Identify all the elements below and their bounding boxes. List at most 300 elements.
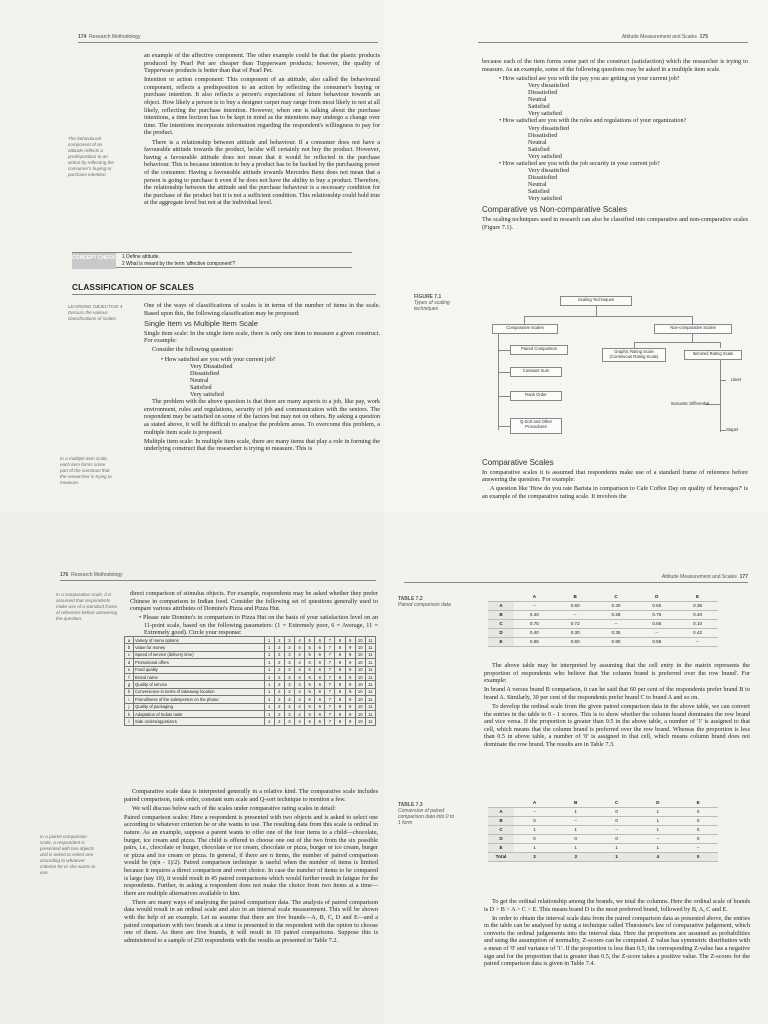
scale-point[interactable]: 8 [335, 696, 345, 703]
paragraph: In brand A versus brand B comparison, it can be said that 60 per cent of the respondents prefer brand B to brand A. Similarly, 30 per cent of the respondents prefer brand C to brand A and so on. [484, 686, 750, 701]
row-letter: a [125, 637, 134, 644]
scale-point[interactable]: 7 [325, 659, 335, 666]
row-letter: h [125, 688, 134, 695]
scale-point[interactable]: 10 [355, 718, 365, 725]
option: Satisfied [190, 384, 212, 392]
scale-point[interactable]: 4 [294, 659, 304, 666]
page-header: 176 Research Methodology [60, 572, 123, 578]
connector [720, 360, 721, 432]
scale-point[interactable]: 10 [355, 659, 365, 666]
scale-point[interactable]: 2 [274, 718, 284, 725]
option: Very satisfied [528, 195, 562, 203]
option: Neutral [528, 181, 547, 189]
option: Very satisfied [190, 391, 224, 399]
table-row [125, 673, 376, 680]
connector [634, 342, 720, 343]
scale-point[interactable]: 7 [325, 681, 335, 688]
table-cell: 0.65 [514, 637, 555, 646]
table-cell: 0 [596, 834, 637, 843]
column-header [488, 592, 514, 601]
scale-point[interactable]: 5 [305, 673, 315, 680]
total-cell: 2 [514, 852, 555, 861]
paragraph: In order to obtain the interval scale data from the paired comparison data as presented above, the entries in the table can be analysed by using a technique called Thurstone's law of comparative judgement, which converts the ordinal judgements into the interval data. Here the proportions are assumed as probabilities and using the assumption of normality, Z-scores can be computed. Z value has symmetric distribution with a mean of '0' and variance of '1'. If the proportion is less than 0.5, the corresponding Z-value has a negative sign and for the proportion that is greater than 0.5, the Z-score takes a positive value. The Z-scores for the paired comparison data is given in Table 7.4. [484, 914, 750, 968]
scale-point[interactable]: 6 [315, 710, 325, 717]
figure-label [414, 294, 474, 312]
scale-point[interactable]: 5 [305, 718, 315, 725]
option: Very dissatisfied [528, 167, 570, 175]
scale-point[interactable]: 7 [325, 688, 335, 695]
scale-point[interactable]: 6 [315, 644, 325, 651]
scale-point[interactable]: 7 [325, 651, 335, 658]
scale-point[interactable]: 9 [345, 710, 355, 717]
figure-caption: Types of scaling techniques [414, 300, 450, 312]
scale-point[interactable]: 4 [294, 681, 304, 688]
scale-point[interactable]: 9 [345, 718, 355, 725]
paragraph: A question like 'How do you rate Barista in comparison to Cafe Coffee Day on quality of beverages?' is an example of the comparative rating scale. It involves the [482, 485, 748, 500]
table-cell: 1 [637, 807, 678, 816]
scale-point[interactable]: 6 [315, 659, 325, 666]
column-header: B [555, 798, 596, 807]
paragraph: The problem with the above question is that there are many aspects to a job, like pay, work environment, rules and regulations, security of job and communication with the seniors. The respondent may be satisfied on some of the factors but may not on others. By asking a question as stated above, it will be difficult to analyse the problem areas. To overcome this problem, a multiple item scale is proposed. [144, 398, 380, 436]
paragraph: To develop the ordinal scale from the given paired comparison data in the above table, we can convert the entries in the table to 0 - 1 scores. This is to show whether the column brand dominates the row brand and vice versa. If the proportion is greater than 0.5 in the above table, a number of '1' is assigned to that cell, which means that the column brand is preferred over the row brand. Whereas the proportion is less than 0.5 in above table, a number of '0' is assigned to that cell, which means column brand does not dominate the row brand. The results are in Table 7.3. [484, 702, 750, 748]
scale-point[interactable]: 8 [335, 710, 345, 717]
scale-point[interactable]: 4 [294, 696, 304, 703]
table-caption: Conversion of paired comparison data into 0 to 1 form [398, 808, 455, 826]
option: Satisfied [528, 103, 550, 111]
table-cell: – [678, 843, 718, 852]
scale-point[interactable]: 8 [335, 651, 345, 658]
paragraph: Comparative scale data is interpreted generally in a relative kind. The comparative scale includes paired comparison, rank order, constant sum scale and Q-sort technique to mention a few. [124, 788, 378, 803]
body-text [144, 52, 380, 208]
scale-point[interactable]: 1 [264, 710, 274, 717]
scale-point[interactable]: 7 [325, 696, 335, 703]
header-rule [404, 582, 748, 583]
table-row [125, 644, 376, 651]
scale-point[interactable]: 4 [294, 637, 304, 644]
scale-point[interactable]: 1 [264, 681, 274, 688]
paragraph: Consider the following question: [152, 346, 234, 354]
scale-point[interactable]: 10 [355, 651, 365, 658]
connector [720, 342, 721, 348]
row-letter: e [125, 666, 134, 673]
table-cell: 0 [514, 816, 555, 825]
scale-point[interactable]: 6 [315, 696, 325, 703]
connector [596, 306, 597, 316]
table-row [125, 637, 376, 644]
scale-point[interactable]: 10 [355, 644, 365, 651]
scale-point[interactable]: 8 [335, 673, 345, 680]
scale-point[interactable]: 8 [335, 659, 345, 666]
scale-point[interactable]: 10 [355, 688, 365, 695]
subheading: Comparative Scales [482, 458, 554, 467]
scale-point[interactable]: 5 [305, 696, 315, 703]
connector [524, 316, 525, 324]
row-header: E [488, 637, 514, 646]
body-text [482, 58, 748, 233]
row-letter: i [125, 696, 134, 703]
scale-point[interactable]: 11 [365, 659, 375, 666]
scale-point[interactable]: 11 [365, 651, 375, 658]
scale-point[interactable]: 6 [315, 666, 325, 673]
row-header: C [488, 825, 514, 834]
scale-point[interactable]: 11 [365, 681, 375, 688]
column-header: B [555, 592, 596, 601]
scale-point[interactable]: 9 [345, 644, 355, 651]
table-row [488, 825, 718, 834]
header-rule [478, 42, 748, 43]
paragraph: We will discuss below each of the scales under comparative rating scales in detail: [132, 804, 336, 812]
option: Dissatisfied [190, 370, 220, 378]
scale-point[interactable]: 6 [315, 688, 325, 695]
row-label: Variety of menu options [134, 637, 265, 644]
scale-point[interactable]: 11 [365, 666, 375, 673]
table-cell: 0 [596, 807, 637, 816]
scale-point[interactable]: 11 [365, 673, 375, 680]
scale-point[interactable]: 7 [325, 644, 335, 651]
row-label: Side orders/appetizers [134, 718, 265, 725]
table-cell: – [555, 610, 596, 619]
scale-point[interactable]: 3 [284, 718, 294, 725]
scale-point[interactable]: 5 [305, 659, 315, 666]
row-label: Promotional offers [134, 659, 265, 666]
table-cell: 1 [637, 816, 678, 825]
scale-point[interactable]: 5 [305, 681, 315, 688]
scale-point[interactable]: 2 [274, 688, 284, 695]
total-cell: 1 [596, 852, 637, 861]
conversion-table [488, 798, 718, 862]
page-header: Attitude Measurement and Scales 175 [621, 34, 708, 40]
scale-point[interactable]: 9 [345, 696, 355, 703]
table-number: TABLE 7.2 [398, 596, 423, 602]
subheading: Comparative vs Non-comparative Scales [482, 205, 627, 215]
scale-point[interactable]: 2 [274, 651, 284, 658]
scale-point[interactable]: 4 [294, 651, 304, 658]
table-cell: 0.70 [514, 619, 555, 628]
scale-point[interactable]: 7 [325, 673, 335, 680]
scale-point[interactable]: 7 [325, 718, 335, 725]
scale-point[interactable]: 8 [335, 688, 345, 695]
table-cell: 0 [678, 807, 718, 816]
likert-node: Likert [730, 377, 742, 382]
scale-point[interactable]: 7 [325, 666, 335, 673]
scale-point[interactable]: 11 [365, 696, 375, 703]
scale-point[interactable]: 2 [274, 659, 284, 666]
column-header: D [637, 798, 678, 807]
row-label: Food quality [134, 666, 265, 673]
row-letter: j [125, 703, 134, 710]
table-cell: – [596, 619, 637, 628]
scale-point[interactable]: 10 [355, 703, 365, 710]
scale-point[interactable]: 10 [355, 710, 365, 717]
paragraph: Paired comparison scales: Here a respondent is presented with two objects and is asked to select one according to whatever criterion he or she wants to use. The resulting data from this scale is ordinal in nature. As an example, suppose a parent wants to offer one of the four items to a child—chocolate, burger, ice cream and pizza. The child is offered to choose one out of the two from the six possible pairs, i.e., chocolate or burger, chocolate or ice cream, chocolate or pizza, burger or ice cream, burger or pizza and ice cream or pizza. In general, if there are n items, the number of paired comparison would be (n(n - 1)/2). Paired comparison technique is useful when the number of items is limited because it requires a direct comparison and overt choice. In case the number of items to be compared is large (say 10), it would result in 45 paired comparisons which would further result in fatigue for the respondents. Further, in asking a respondent does not make the choice from two items at a time—there are multiple alternatives available to him. [124, 813, 378, 897]
paragraph: One of the ways of classifications of scales is in terms of the number of items in the scale. Based upon this, the following classification may be proposed: [144, 302, 380, 317]
scale-point[interactable]: 2 [274, 644, 284, 651]
scale-point[interactable]: 9 [345, 666, 355, 673]
paragraph: In comparative scales it is assumed that respondents make use of a standard frame of reference before answering the question. For example: [482, 468, 748, 484]
scale-point[interactable]: 3 [284, 688, 294, 695]
column-header [488, 798, 514, 807]
table-cell: 0.28 [596, 610, 637, 619]
table-cell: 0.72 [555, 619, 596, 628]
header-rule [78, 42, 378, 43]
row-label: Friendliness of the salesperson on the phone [134, 696, 265, 703]
scale-point[interactable]: 2 [274, 681, 284, 688]
scale-point[interactable]: 11 [365, 718, 375, 725]
scale-point[interactable]: 8 [335, 718, 345, 725]
scale-point[interactable]: 1 [264, 644, 274, 651]
scale-point[interactable]: 1 [264, 718, 274, 725]
scale-point[interactable]: 6 [315, 681, 325, 688]
scale-point[interactable]: 3 [284, 651, 294, 658]
scale-point[interactable]: 6 [315, 651, 325, 658]
scale-point[interactable]: 11 [365, 637, 375, 644]
concept-check [72, 252, 352, 268]
section-rule [72, 294, 376, 295]
scale-point[interactable]: 4 [294, 673, 304, 680]
scale-point[interactable]: 3 [284, 637, 294, 644]
row-letter: d [125, 659, 134, 666]
table-row [125, 651, 376, 658]
table-cell: 0 [678, 825, 718, 834]
scale-point[interactable]: 1 [264, 651, 274, 658]
row-header: B [488, 816, 514, 825]
comparative-node: Comparative Scales [492, 324, 558, 334]
scale-point[interactable]: 1 [264, 673, 274, 680]
table-cell: 0 [678, 816, 718, 825]
option: Satisfied [528, 145, 550, 153]
column-header: D [636, 592, 677, 601]
row-header: A [488, 601, 514, 610]
scale-point[interactable]: 6 [315, 637, 325, 644]
constant-sum-node: Constant Sum [510, 367, 562, 377]
noncomparative-node: Non-comparative Scales [654, 324, 732, 334]
scale-point[interactable]: 7 [325, 637, 335, 644]
scale-point[interactable]: 9 [345, 703, 355, 710]
scale-point[interactable]: 1 [264, 688, 274, 695]
paragraph: Single item scale: In the single item scale, there is only one item to measure a given construct. For example: [144, 329, 380, 345]
scale-point[interactable]: 6 [315, 703, 325, 710]
scale-point[interactable]: 9 [345, 637, 355, 644]
scale-point[interactable]: 4 [294, 710, 304, 717]
table-cell: 0.30 [555, 628, 596, 637]
scale-point[interactable]: 11 [365, 710, 375, 717]
paired-comparison-table [488, 592, 718, 647]
scale-point[interactable]: 3 [284, 681, 294, 688]
table-cell: – [555, 816, 596, 825]
row-letter: c [125, 651, 134, 658]
scale-point[interactable]: 1 [264, 659, 274, 666]
body-text [144, 302, 380, 454]
page-176 [0, 512, 384, 1024]
table-cell: 0 [596, 816, 637, 825]
check-item: 1 Define attitude. [122, 254, 160, 260]
scale-point[interactable]: 10 [355, 637, 365, 644]
scale-point[interactable]: 2 [274, 637, 284, 644]
scale-point[interactable]: 4 [294, 703, 304, 710]
scale-point[interactable]: 5 [305, 651, 315, 658]
row-header: C [488, 619, 514, 628]
graphic-rating-node: Graphic Rating Scale (Continuous Rating Scale) [602, 348, 666, 362]
option: Neutral [528, 96, 547, 104]
scale-point[interactable]: 5 [305, 703, 315, 710]
row-label: Brand name [134, 673, 265, 680]
scale-point[interactable]: 2 [274, 710, 284, 717]
scale-point[interactable]: 3 [284, 659, 294, 666]
table-cell: 1 [637, 843, 678, 852]
column-header: C [596, 592, 637, 601]
check-item: 2 What is meant by the term 'affective component'? [122, 261, 236, 267]
scale-point[interactable]: 2 [274, 666, 284, 673]
learning-objective-note: LEARNING OBJECTIVE 4 Discuss the various classifications of scales. [68, 304, 123, 321]
paragraph: because each of the item forms some part of the construct (satisfaction) which the researcher is trying to measure. As an example, some of the following questions may be asked in a multiple item scale. [482, 58, 748, 73]
table-cell: 0.40 [514, 628, 555, 637]
scale-point[interactable]: 8 [335, 637, 345, 644]
scale-point[interactable]: 3 [284, 666, 294, 673]
scale-point[interactable]: 7 [325, 710, 335, 717]
table-row [125, 710, 376, 717]
scale-point[interactable]: 7 [325, 703, 335, 710]
row-letter: g [125, 681, 134, 688]
table-cell: 0.35 [677, 601, 718, 610]
total-cell: 0 [678, 852, 718, 861]
table-cell: 0.30 [596, 601, 637, 610]
scale-point[interactable]: 2 [274, 703, 284, 710]
scale-point[interactable]: 3 [284, 644, 294, 651]
table-cell: – [596, 825, 637, 834]
scale-point[interactable]: 2 [274, 673, 284, 680]
margin-note: In a comparative scale, it is assumed that respondents make use of a standard frame of reference before answering the question. [56, 592, 118, 621]
table-row [488, 601, 718, 610]
option: Very satisfied [528, 152, 562, 160]
row-letter: l [125, 718, 134, 725]
scale-point[interactable]: 9 [345, 673, 355, 680]
scale-point[interactable]: 3 [284, 696, 294, 703]
table-cell: 1 [514, 825, 555, 834]
scale-point[interactable]: 4 [294, 718, 304, 725]
scale-point[interactable]: 10 [355, 666, 365, 673]
bullet-question: • How satisfied are you with the pay you are getting on your current job? [499, 74, 680, 82]
total-row [488, 852, 718, 861]
option: Satisfied [528, 188, 550, 196]
table-row [125, 696, 376, 703]
scale-point[interactable]: 8 [335, 644, 345, 651]
table-label [398, 596, 458, 608]
response-options [482, 82, 748, 117]
scale-point[interactable]: 9 [345, 688, 355, 695]
table-cell: 0.40 [514, 610, 555, 619]
scale-point[interactable]: 4 [294, 644, 304, 651]
scale-point[interactable]: 8 [335, 681, 345, 688]
scale-point[interactable]: 4 [294, 688, 304, 695]
scale-point[interactable]: 9 [345, 681, 355, 688]
scale-point[interactable]: 11 [365, 688, 375, 695]
margin-note: In a multiple item scale, each item forms some part of the construct that the researcher is trying to measure. [60, 456, 112, 485]
column-header: C [596, 798, 637, 807]
scale-point[interactable]: 9 [345, 651, 355, 658]
scale-point[interactable]: 10 [355, 696, 365, 703]
table-caption: Paired comparison data [398, 602, 451, 608]
connector [498, 372, 510, 373]
margin-note: In a paired comparison scale, a respondent is presented with two objects and is asked to select one according to whatever criterion he or she wants to use. [40, 834, 96, 875]
scale-point[interactable]: 11 [365, 703, 375, 710]
option: Very Dissatisfied [190, 363, 233, 371]
scale-point[interactable]: 5 [305, 666, 315, 673]
scale-point[interactable]: 4 [294, 666, 304, 673]
scale-point[interactable]: 3 [284, 673, 294, 680]
scale-point[interactable]: 8 [335, 666, 345, 673]
table-cell: 0.42 [677, 628, 718, 637]
itemized-rating-node: Itemized Rating Scale [684, 350, 742, 360]
table-cell: 0.10 [677, 619, 718, 628]
scale-point[interactable]: 1 [264, 637, 274, 644]
margin-note: The behavioural component of an attitude reflects a predisposition to an action by reflecting the consumer's buying or purchase intention. [68, 136, 114, 177]
option: Neutral [190, 377, 209, 385]
table-cell: 0.65 [636, 619, 677, 628]
option: Neutral [528, 138, 547, 146]
page-175 [384, 0, 768, 512]
table-cell: 0.35 [596, 628, 637, 637]
scale-point[interactable]: 6 [315, 673, 325, 680]
column-header: A [514, 592, 555, 601]
scale-point[interactable]: 1 [264, 696, 274, 703]
q-sort-node: Q-Sort and Other Procedures [510, 418, 562, 434]
table-row [125, 681, 376, 688]
table-row [488, 843, 718, 852]
body-text [484, 898, 750, 969]
scale-point[interactable]: 10 [355, 673, 365, 680]
bullet-question: • How satisfied are you with the rules and regulations of your organization? [499, 117, 687, 125]
scale-point[interactable]: 5 [305, 710, 315, 717]
concept-check-label: CONCEPT CHECK [72, 253, 116, 269]
table-cell: 0.60 [636, 601, 677, 610]
scale-point[interactable]: 5 [305, 644, 315, 651]
scale-point[interactable]: 2 [274, 696, 284, 703]
paragraph: an example of the affective component. The other example could be that the plastic products produced by Pearl Pet are cheaper than Tupperware products; however, the quality of Tupperware products is better than that of Pearl Pet. [144, 52, 380, 75]
scale-point[interactable]: 5 [305, 637, 315, 644]
option: Dissatisfied [528, 89, 558, 97]
scale-point[interactable]: 6 [315, 718, 325, 725]
scale-point[interactable]: 1 [264, 666, 274, 673]
table-row [488, 807, 718, 816]
page-header: Attitude Measurement and Scales 177 [661, 574, 748, 580]
total-label: Total [488, 852, 514, 861]
scale-point[interactable]: 1 [264, 703, 274, 710]
option: Dissatisfied [528, 131, 558, 139]
paragraph: Intention or action component: This component of an attitude, also called the behavioural component, reflects a predisposition to an action by reflecting the consumer's buying or purchase intention. It also reflects a person's expectations of future behaviour towards an object. How likely a person is to buy a designer carpet may range from most likely to not at all likely, reflecting the purchase intention. However, when one is talking about the purchase intentions, a time horizon has to be kept in mind as the intentions may undergo a change over time. The intentions incorporate information regarding the respondent's willingness to pay for the product. [144, 76, 380, 137]
subheading: Single Item vs Multiple Item Scale [144, 319, 258, 329]
figure-root-node: Scaling Techniques [560, 296, 632, 306]
table-row [125, 688, 376, 695]
row-header: D [488, 834, 514, 843]
scale-point[interactable]: 11 [365, 644, 375, 651]
rating-table [124, 636, 376, 726]
table-cell: 0.75 [636, 610, 677, 619]
scale-point[interactable]: 3 [284, 710, 294, 717]
table-label [398, 802, 458, 826]
table-row [125, 666, 376, 673]
scale-point[interactable]: 8 [335, 703, 345, 710]
table-cell: 1 [596, 843, 637, 852]
option: Very dissatisfied [528, 82, 570, 90]
paragraph: The above table may be interpreted by assuming that the cell entry in the matrix represents the proportion of respondents who believe that 'the column brand is preferred over the row brand'. For example: [484, 662, 750, 685]
column-header: E [678, 798, 718, 807]
scale-point[interactable]: 5 [305, 688, 315, 695]
scaling-techniques-figure [484, 294, 744, 446]
scale-point[interactable]: 10 [355, 681, 365, 688]
scale-point[interactable]: 3 [284, 703, 294, 710]
scale-point[interactable]: 9 [345, 659, 355, 666]
response-options [144, 363, 380, 398]
